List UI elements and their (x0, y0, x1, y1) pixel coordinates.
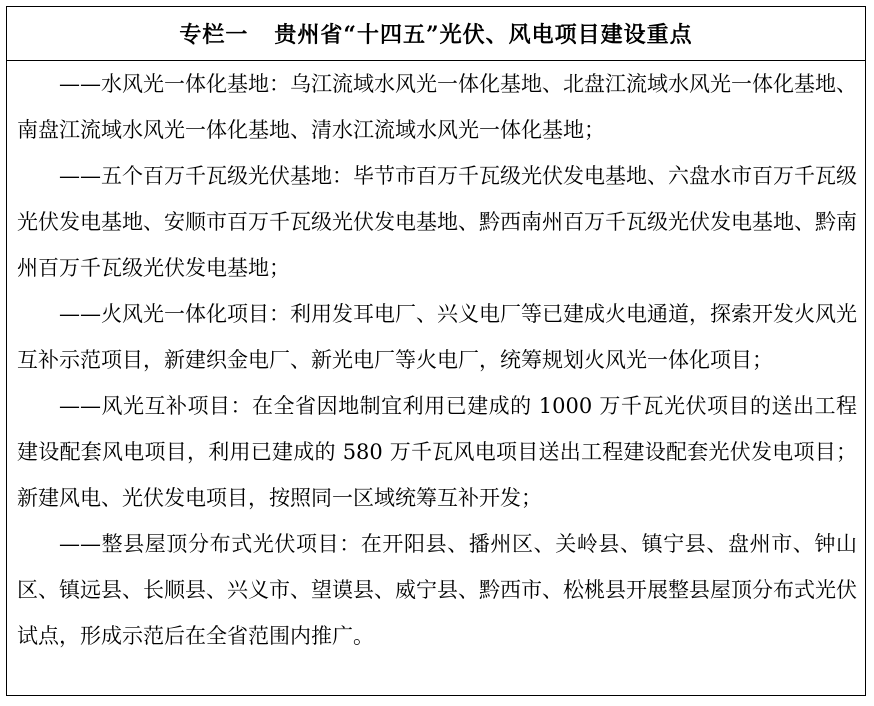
column-title-row (7, 7, 865, 61)
paragraph-wind-solar-complementary: ——风光互补项目：在全省因地制宜利用已建成的 1000 万千瓦光伏项目的送出工程建设配套风电项目，利用已建成的 580 万千瓦风电项目送出工程建设配套光伏发电项目；新建风电、光伏发电项目，按照同一区域统筹互补开发； (17, 394, 857, 510)
paragraph-pv-bases: ——五个百万千瓦级光伏基地：毕节市百万千瓦级光伏发电基地、六盘水市百万千瓦级光伏发电基地、安顺市百万千瓦级光伏发电基地、黔西南州百万千瓦级光伏发电基地、黔南州百万千瓦级光伏发电基地； (17, 164, 857, 280)
paragraph-hydro-wind-solar-bases: ——水风光一体化基地：乌江流域水风光一体化基地、北盘江流域水风光一体化基地、南盘江流域水风光一体化基地、清水江流域水风光一体化基地； (17, 72, 857, 142)
column-label: 专栏一 (179, 22, 249, 48)
column-box (6, 6, 866, 696)
column-title (179, 18, 692, 49)
column-heading: 贵州省“十四五”光伏、风电项目建设重点 (274, 22, 693, 48)
paragraph-rooftop-distributed-pv: ——整县屋顶分布式光伏项目：在开阳县、播州区、关岭县、镇宁县、盘州市、钟山区、镇远县、长顺县、兴义市、望谟县、威宁县、黔西市、松桃县开展整县屋顶分布式光伏试点，形成示范后在全省范围内推广。 (17, 532, 857, 648)
paragraph-thermal-wind-solar: ——火风光一体化项目：利用发耳电厂、兴义电厂等已建成火电通道，探索开发火风光互补示范项目，新建织金电厂、新光电厂等火电厂，统筹规划火风光一体化项目； (17, 302, 857, 372)
column-content (17, 61, 857, 659)
